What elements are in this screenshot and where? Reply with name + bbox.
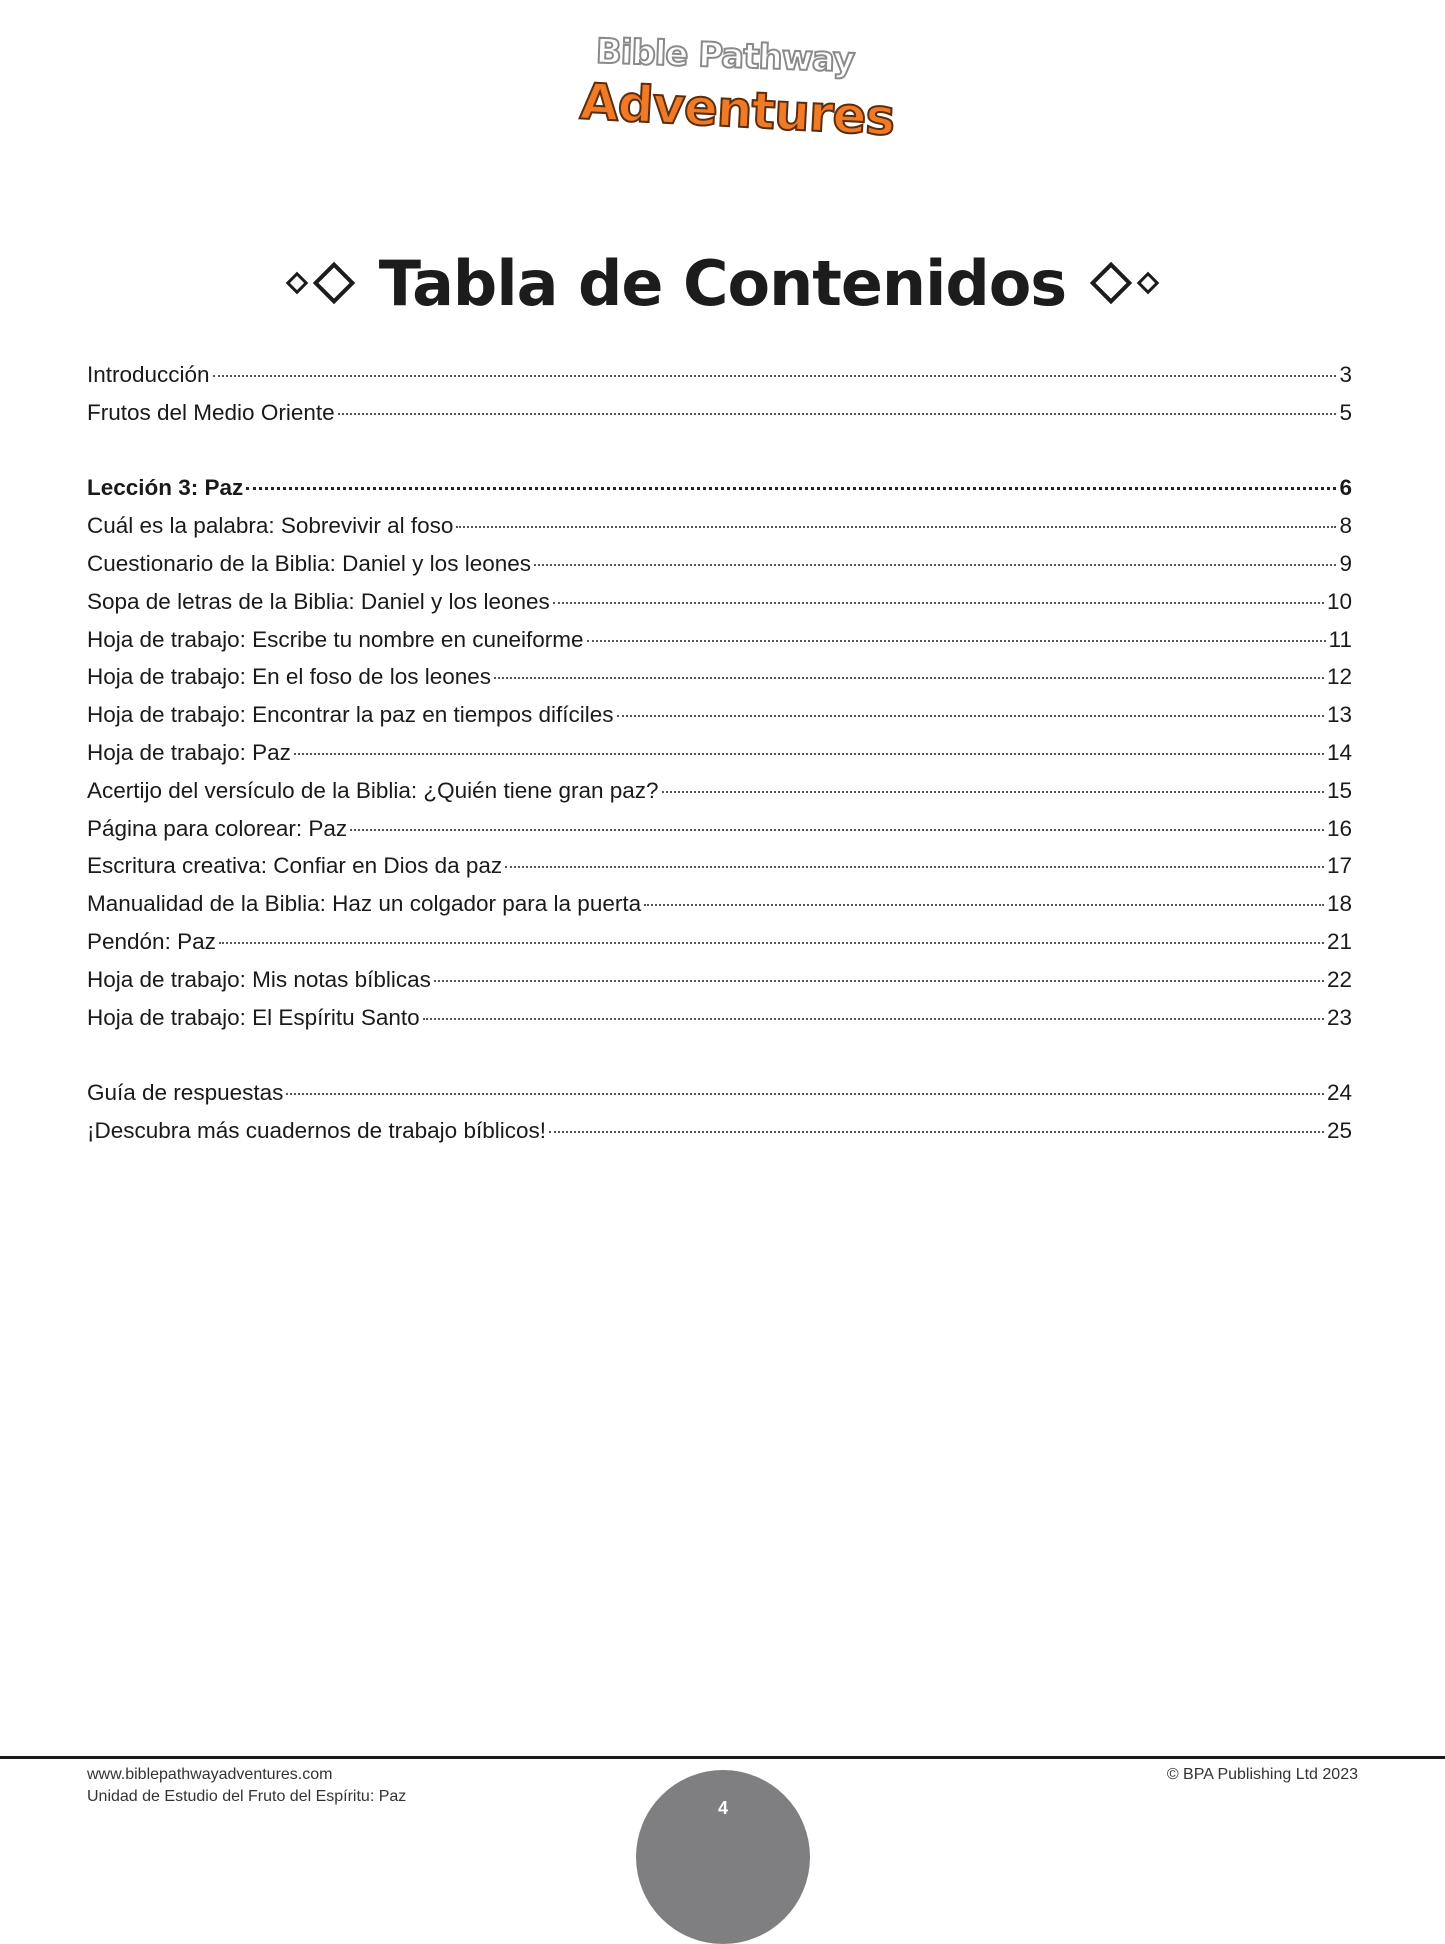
page-number-badge [636, 1770, 810, 1944]
toc-entry-page: 16 [1326, 815, 1352, 841]
toc-leader-dots [494, 677, 1324, 679]
toc-entry-page: 23 [1326, 1004, 1352, 1030]
toc-entry-label: ¡Descubra más cuadernos de trabajo bíblicos! [87, 1117, 546, 1143]
toc-entry-page: 13 [1326, 702, 1352, 728]
toc-entry-label: Cuestionario de la Biblia: Daniel y los leones [87, 550, 532, 576]
toc-entry-page: 25 [1326, 1117, 1352, 1143]
toc-entry-page: 15 [1326, 777, 1352, 803]
toc-entry [87, 929, 1352, 967]
footer-copyright: © BPA Publishing Ltd 2023 [1166, 1766, 1358, 1783]
toc-entry-page: 3 [1339, 362, 1352, 387]
toc-leader-dots [617, 715, 1324, 717]
toc-entry-page: 9 [1339, 550, 1352, 576]
toc-entry-page: 10 [1326, 588, 1352, 614]
toc-section-intro [87, 362, 1352, 438]
toc-entry [87, 1118, 1352, 1156]
toc-leader-dots [534, 564, 1336, 566]
toc-leader-dots [246, 487, 1336, 490]
toc-entry [87, 400, 1352, 438]
toc-entry [87, 513, 1352, 551]
toc-entry-label: Hoja de trabajo: Mis notas bíblicas [87, 966, 431, 992]
logo-line2: Adventures [578, 72, 896, 147]
toc-leader-dots [434, 980, 1324, 982]
logo [560, 30, 896, 147]
toc-entry-label: Guía de respuestas [87, 1080, 284, 1106]
toc-entry-label: Manualidad de la Biblia: Haz un colgador para la puerta [87, 891, 642, 917]
toc-leader-dots [338, 413, 1337, 415]
toc-entry-page: 22 [1326, 966, 1352, 992]
toc-entry [87, 589, 1352, 627]
toc-leader-dots [553, 602, 1324, 604]
toc-section-end [87, 1080, 1352, 1156]
toc-entry-page: 11 [1328, 626, 1352, 652]
page-number: 4 [717, 1798, 728, 1818]
toc-entry-page: 8 [1339, 513, 1352, 539]
toc-entry-label: Hoja de trabajo: El Espíritu Santo [87, 1004, 420, 1030]
diamond-ornament-left-icon [283, 268, 357, 298]
toc-entry [87, 664, 1352, 702]
toc-entry [87, 362, 1352, 400]
title-row [0, 238, 1445, 328]
toc-entry [87, 551, 1352, 589]
toc-entry-page: 6 [1339, 475, 1352, 501]
toc-leader-dots [644, 904, 1324, 906]
toc-entry-page: 5 [1339, 399, 1352, 425]
footer-unit: Unidad de Estudio del Fruto del Espíritu: Paz [87, 1788, 407, 1805]
toc-entry-label: Introducción [87, 362, 210, 387]
toc-entry-label: Escritura creativa: Confiar en Dios da paz [87, 853, 503, 879]
table-of-contents [87, 362, 1352, 1156]
toc-entry [87, 702, 1352, 740]
toc-entry-label: Sopa de letras de la Biblia: Daniel y los leones [87, 588, 550, 614]
toc-entry-page: 21 [1326, 928, 1352, 954]
toc-entry-page: 18 [1326, 891, 1352, 917]
toc-entry [87, 1080, 1352, 1118]
toc-entry [87, 816, 1352, 854]
toc-leader-dots [505, 866, 1324, 868]
diamond-ornament-right-icon [1088, 268, 1162, 298]
toc-leader-dots [213, 375, 1337, 377]
toc-leader-dots [219, 942, 1324, 944]
page-title: Tabla de Contenidos [378, 246, 1067, 320]
toc-entry-label: Página para colorear: Paz [87, 815, 348, 841]
toc-leader-dots [286, 1093, 1324, 1095]
toc-entry-page: 12 [1326, 664, 1352, 690]
toc-leader-dots [456, 526, 1336, 528]
toc-entry [87, 778, 1352, 816]
toc-leader-dots [587, 640, 1326, 642]
toc-entry-label: Hoja de trabajo: Paz [87, 739, 291, 765]
toc-entry [87, 891, 1352, 929]
toc-entry [87, 967, 1352, 1005]
toc-entry [87, 627, 1352, 665]
toc-entry-label: Frutos del Medio Oriente [87, 399, 335, 425]
toc-entry [87, 853, 1352, 891]
footer-left [87, 1764, 406, 1808]
toc-entry-page: 17 [1326, 853, 1352, 879]
toc-leader-dots [549, 1131, 1324, 1133]
toc-entry-label: Pendón: Paz [87, 928, 216, 954]
toc-entry [87, 1005, 1352, 1043]
toc-entry [87, 740, 1352, 778]
footer-divider [0, 1756, 1445, 1759]
toc-leader-dots [662, 791, 1324, 793]
toc-entry-page: 14 [1326, 739, 1352, 765]
toc-section-lesson [87, 475, 1352, 1042]
toc-entry-label: Hoja de trabajo: En el foso de los leones [87, 664, 492, 690]
toc-leader-dots [423, 1018, 1324, 1020]
toc-leader-dots [350, 829, 1324, 831]
toc-entry-label: Lección 3: Paz [87, 475, 244, 501]
toc-entry-label: Acertijo del versículo de la Biblia: ¿Quién tiene gran paz? [87, 777, 659, 803]
toc-entry-label: Cuál es la palabra: Sobrevivir al foso [87, 513, 454, 539]
toc-entry-label: Hoja de trabajo: Encontrar la paz en tiempos difíciles [87, 702, 614, 728]
toc-entry-page: 24 [1326, 1080, 1352, 1106]
logo-line1: Bible Pathway [595, 31, 855, 81]
toc-leader-dots [294, 753, 1324, 755]
footer-website: www.biblepathwayadventures.com [87, 1766, 333, 1783]
toc-entry [87, 475, 1352, 513]
toc-entry-label: Hoja de trabajo: Escribe tu nombre en cuneiforme [87, 626, 584, 652]
